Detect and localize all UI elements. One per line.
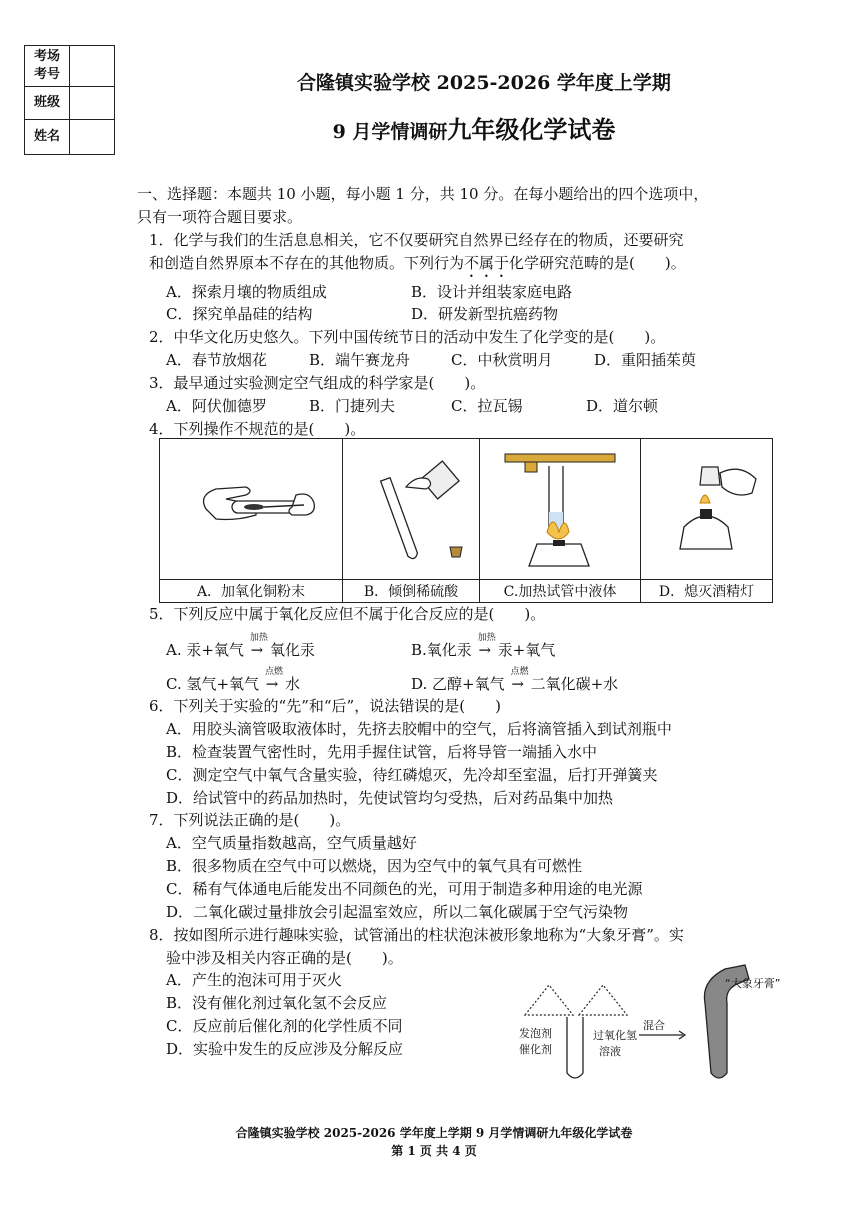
q2-option-b[interactable]: B．端午赛龙舟 [309, 351, 411, 369]
q8-option-d[interactable]: D．实验中发生的反应涉及分解反应 [166, 1040, 404, 1058]
q4-caption-a[interactable]: A．加氧化铜粉末 [160, 580, 343, 603]
q5-d-condition: 点燃 [510, 667, 529, 677]
q5-c-products: 水 [285, 675, 301, 693]
extinguish-lamp-illustration [642, 447, 772, 567]
exam-title-line1: 合隆镇实验学校 2025-2026 学年度上学期 [297, 72, 671, 94]
q8-option-c[interactable]: C．反应前后催化剂的化学性质不同 [166, 1017, 403, 1035]
q1-option-a[interactable]: A．探索月壤的物质组成 [166, 283, 327, 301]
q5-a-arrow: 加热 → [244, 640, 270, 660]
q2-option-c[interactable]: C．中秋赏明月 [451, 351, 553, 369]
q5-c-arrow: 点燃 → [259, 674, 285, 694]
q4-figure-d [641, 439, 773, 580]
q3-stem: 3．最早通过实验测定空气组成的科学家是( )。 [149, 374, 486, 392]
q5-d-reactants: D. 乙醇+氧气 [411, 675, 505, 693]
q6-option-d[interactable]: D．给试管中的药品加热时，先使试管均匀受热，后对药品集中加热 [166, 789, 614, 807]
q4-caption-c[interactable]: C.加热试管中液体 [480, 580, 641, 603]
q5-a-reactants: A. 汞+氧气 [166, 641, 244, 659]
q1-stem-line1: 1．化学与我们的生活息息相关，它不仅要研究自然界已经存在的物质，还要研究 [149, 231, 684, 249]
q5-b-condition: 加热 [477, 633, 496, 643]
q4-figure-table [159, 438, 773, 603]
q8-label-mix: 混合 [643, 1019, 665, 1032]
q1-option-d[interactable]: D．研发新型抗癌药物 [411, 305, 559, 323]
q5-d-arrow: 点燃 → [505, 674, 531, 694]
q8-label-catalyst: 催化剂 [519, 1043, 552, 1056]
q7-option-b[interactable]: B．很多物质在空气中可以燃烧，因为空气中的氧气具有可燃性 [166, 857, 583, 875]
q5-stem: 5．下列反应中属于氧化反应但不属于化合反应的是( )。 [149, 605, 546, 623]
q1-stem-part-a: 和创造自然界原本不存在的其他物质。下列行为 [149, 254, 465, 272]
q1-option-b[interactable]: B．设计并组装家庭电路 [411, 283, 573, 301]
q5-d-products: 二氧化碳+水 [530, 675, 619, 693]
title-prefix: 9 月学情调研 [332, 121, 448, 143]
q7-option-c[interactable]: C．稀有气体通电后能发出不同颜色的光，可用于制造多种用途的电光源 [166, 880, 643, 898]
q4-figure-a [160, 439, 343, 580]
q8-option-b[interactable]: B．没有催化剂过氧化氢不会反应 [166, 994, 388, 1012]
q8-label-h2o2-1: 过氧化氢 [593, 1029, 637, 1042]
q4-caption-d[interactable]: D．熄灭酒精灯 [641, 580, 773, 603]
class-label: 班级 [25, 87, 70, 120]
title-main: 九年级化学试卷 [447, 115, 616, 144]
q4-caption-b[interactable]: B．倾倒稀硫酸 [343, 580, 480, 603]
section1-intro-line2: 只有一项符合题目要求。 [137, 208, 303, 226]
q4-figure-b [343, 439, 480, 580]
q2-stem: 2．中华文化历史悠久。下列中国传统节日的活动中发生了化学变的是( )。 [149, 328, 666, 346]
q5-a-condition: 加热 [249, 633, 268, 643]
heat-test-tube-illustration [485, 440, 635, 575]
page-number: 第 1 页 共 4 页 [391, 1144, 477, 1158]
q4-figure-c [480, 439, 641, 580]
q5-c-reactants: C. 氢气+氧气 [166, 675, 260, 693]
exam-room-label: 考场 考号 [25, 46, 70, 87]
q1-stem-emphasis: 不属于 [464, 254, 510, 272]
q5-option-d[interactable] [411, 667, 619, 694]
q5-b-products: 汞+氧气 [497, 641, 556, 659]
q8-label-foam: 发泡剂 [519, 1027, 552, 1040]
q7-stem: 7．下列说法正确的是( )。 [149, 811, 351, 829]
q8-stem-line2: 验中涉及相关内容正确的是( )。 [166, 949, 403, 967]
q4-stem: 4．下列操作不规范的是( )。 [149, 420, 366, 438]
q1-stem-part-b: 化学研究范畴的是( )。 [509, 254, 686, 272]
q7-option-a[interactable]: A．空气质量指数越高，空气质量越好 [166, 834, 417, 852]
q5-c-condition: 点燃 [265, 667, 284, 677]
exam-title-line2 [0, 110, 868, 145]
q5-b-arrow: 加热 → [472, 640, 498, 660]
q3-option-d[interactable]: D．道尔顿 [586, 397, 659, 415]
page-footer-title: 合隆镇实验学校 2025-2026 学年度上学期 9 月学情调研九年级化学试卷 [235, 1126, 633, 1140]
q7-option-d[interactable]: D．二氧化碳过量排放会引起温室效应，所以二氧化碳属于空气污染物 [166, 903, 629, 921]
pour-dilute-acid-illustration [346, 447, 476, 567]
q6-option-a[interactable]: A．用胶头滴管吸取液体时，先挤去胶帽中的空气，后将滴管插入到试剂瓶中 [166, 720, 672, 738]
add-copper-oxide-illustration [166, 447, 336, 567]
q5-option-b[interactable] [411, 633, 556, 660]
q5-option-c[interactable] [166, 667, 301, 694]
q3-option-c[interactable]: C．拉瓦锡 [451, 397, 523, 415]
q8-stem-line1: 8．按如图所示进行趣味实验，试管涌出的柱状泡沫被形象地称为“大象牙膏”。实 [149, 926, 684, 944]
q8-label-h2o2-2: 溶液 [599, 1045, 621, 1058]
q6-option-c[interactable]: C．测定空气中氧气含量实验，待红磷熄灭，先冷却至室温，后打开弹簧夹 [166, 766, 658, 784]
q5-option-a[interactable] [166, 633, 315, 660]
q2-option-a[interactable]: A．春节放烟花 [166, 351, 267, 369]
q8-option-a[interactable]: A．产生的泡沫可用于灭火 [166, 971, 342, 989]
q8-elephant-toothpaste-figure [515, 955, 800, 1085]
q3-option-b[interactable]: B．门捷列夫 [309, 397, 396, 415]
q2-option-d[interactable]: D．重阳插茱萸 [594, 351, 697, 369]
q1-stem-line2 [149, 253, 686, 281]
name-label: 姓名 [25, 120, 70, 155]
q6-option-b[interactable]: B．检查装置气密性时，先用手握住试管，后将导管一端插入水中 [166, 743, 598, 761]
q5-b-reactants: B.氧化汞 [411, 641, 472, 659]
q5-a-products: 氧化汞 [269, 641, 315, 659]
q6-stem: 6．下列关于实验的“先”和“后”，说法错误的是( ) [149, 697, 501, 715]
q8-label-toothpaste: “大象牙膏” [725, 977, 781, 990]
section1-intro-line1: 一、选择题：本题共 10 小题，每小题 1 分，共 10 分。在每小题给出的四个选项中， [137, 185, 709, 203]
q3-option-a[interactable]: A．阿伏伽德罗 [166, 397, 267, 415]
q1-option-c[interactable]: C．探究单晶硅的结构 [166, 305, 313, 323]
